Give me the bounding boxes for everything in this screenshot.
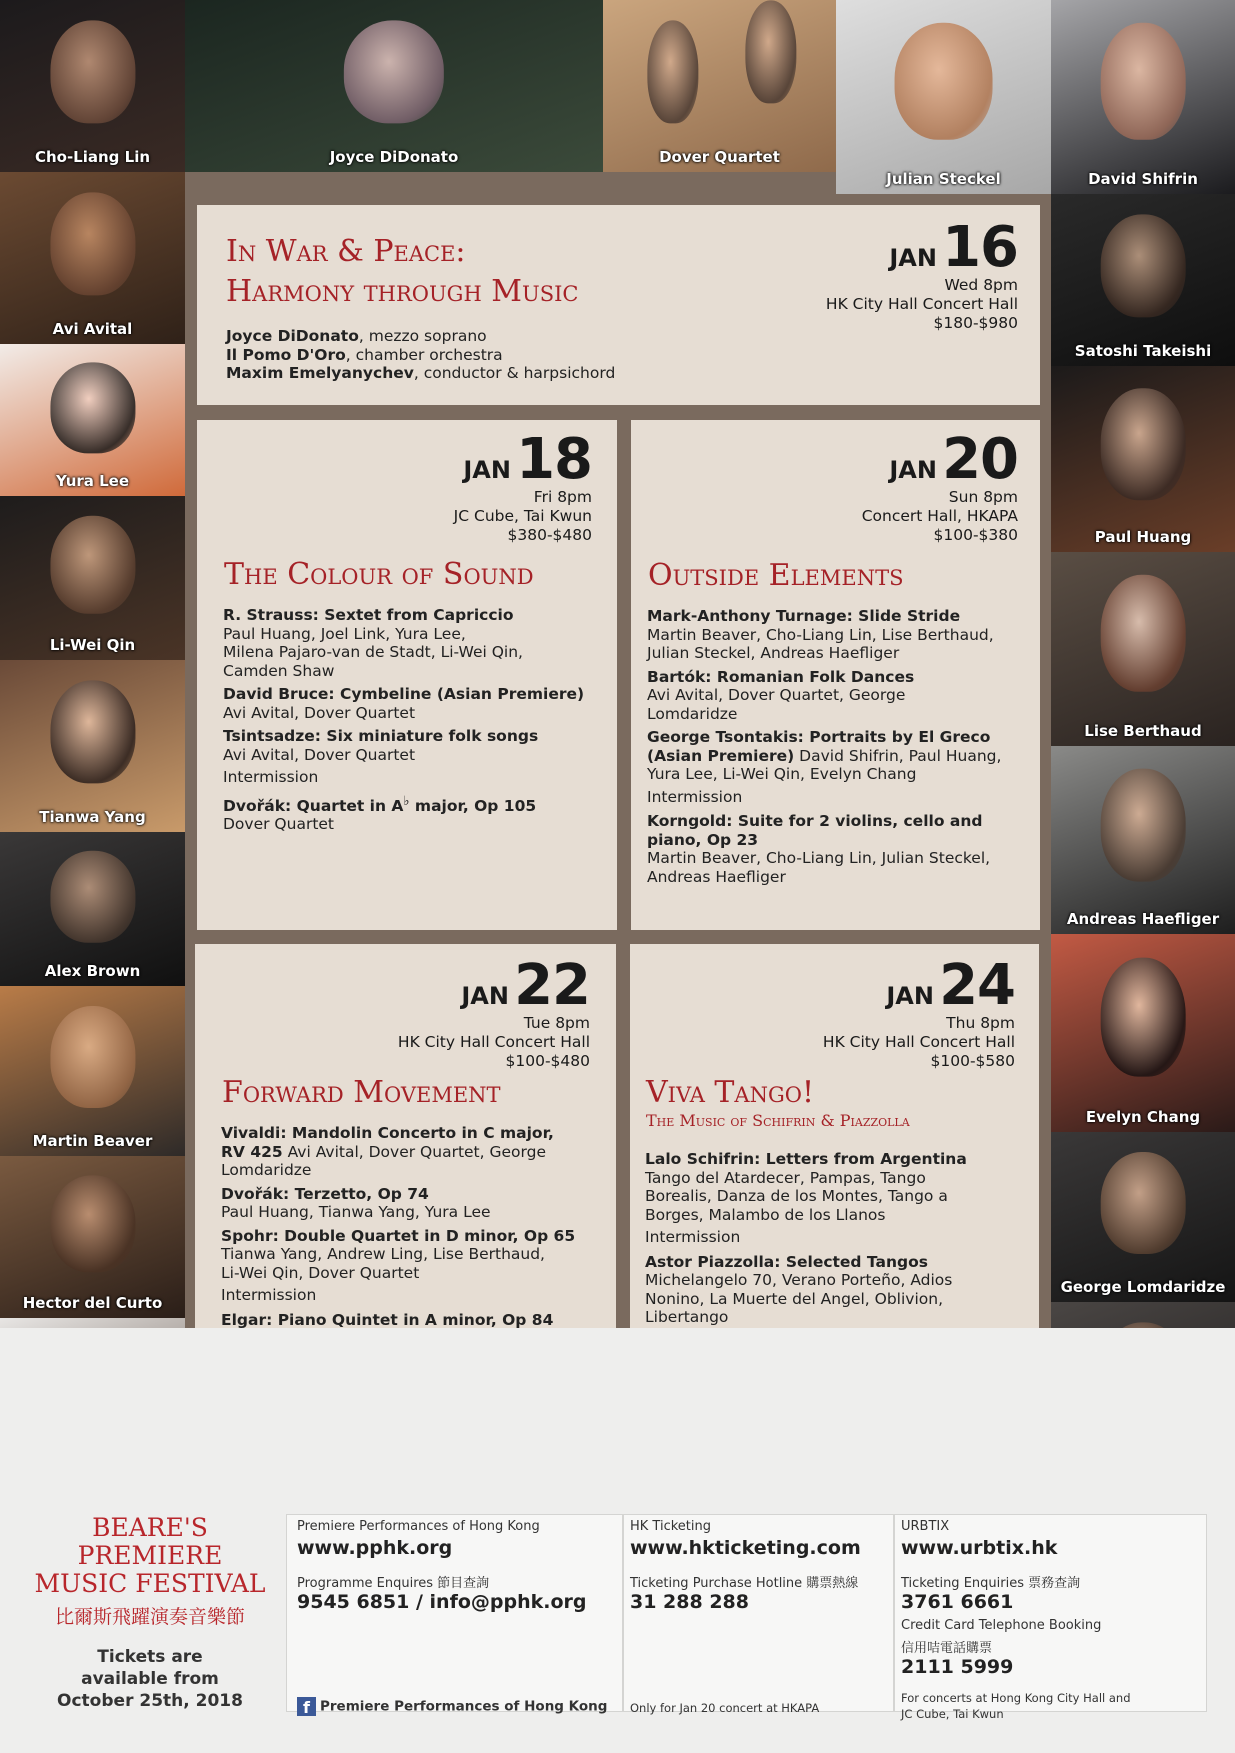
date [398, 953, 590, 1018]
work-title: Lalo Schifrin: Letters from Argentina [645, 1150, 967, 1168]
work-title [223, 793, 608, 816]
artist-name: Julian Steckel [886, 170, 1001, 188]
concert-title [226, 232, 578, 312]
concert-time: Thu 8pm [946, 1014, 1015, 1032]
intermission-label: Intermission [645, 1228, 741, 1246]
performer-name: Maxim Emelyanychev [226, 364, 414, 382]
month: JAN [463, 456, 511, 484]
portrait [50, 1006, 135, 1108]
date-block [453, 427, 592, 545]
urbtix-note [901, 1690, 1131, 1722]
work-performers: Dover Quartet [223, 815, 335, 834]
date [454, 427, 592, 492]
date-block [397, 953, 590, 1071]
work-title: R. Strauss: Sextet from Capriccio [223, 606, 514, 624]
concert-title: Viva Tango! [646, 1075, 814, 1110]
portrait [50, 516, 135, 614]
artist-name: Cho-Liang Lin [34, 148, 151, 166]
portrait [1101, 575, 1186, 691]
work-performers: Andreas Haefliger [647, 867, 786, 886]
work-title: piano, Op 23 [647, 830, 759, 849]
concert-time: Tue 8pm [523, 1014, 590, 1032]
artist-photo-dover-quartet [603, 0, 836, 172]
programme [223, 606, 608, 834]
work-performers: Milena Pajaro-van de Stadt, Li-Wei Qin, [223, 643, 523, 661]
intermission-label: Intermission [647, 787, 743, 806]
hkticketing-note: Only for Jan 20 concert at HKAPA [630, 1701, 820, 1715]
work-performers: Li-Wei Qin, Dover Quartet [221, 1263, 420, 1282]
concert-subtitle: The Music of Schifrin & Piazzolla [646, 1111, 910, 1130]
urbtix-note-line: For concerts at Hong Kong City Hall and [901, 1691, 1131, 1705]
artist-photo-tianwa-yang [0, 660, 185, 832]
performer-name: Joyce DiDonato [226, 327, 359, 345]
concert-time: Sun 8pm [948, 488, 1018, 506]
facebook-label: Premiere Performances of Hong Kong [320, 1698, 608, 1715]
concert-price: $100-$580 [930, 1052, 1015, 1070]
work-performers: Michelangelo 70, Verano Porteño, Adios [645, 1271, 953, 1289]
artist-name: Lise Berthaud [1084, 722, 1202, 740]
day: 18 [516, 427, 592, 492]
work-performers: Paul Huang, Tianwa Yang, Yura Lee [221, 1203, 491, 1221]
tickets-line: Tickets are [97, 1647, 203, 1667]
concert-venue: HK City Hall Concert Hall [822, 1033, 1015, 1051]
concert-venue: HK City Hall Concert Hall [397, 1033, 590, 1051]
date-block [825, 215, 1018, 333]
concert-venue: Concert Hall, HKAPA [861, 507, 1018, 525]
artist-photo-hector-del-curto [0, 1156, 185, 1318]
work-performers: Paul Huang, Joel Link, Yura Lee, [223, 624, 466, 643]
day: 20 [942, 427, 1018, 492]
work-line [221, 1143, 611, 1162]
artist-name: Martin Beaver [32, 1132, 153, 1150]
urbtix-label: URBTIX [901, 1519, 950, 1534]
programme [647, 607, 1032, 886]
day: 16 [942, 215, 1018, 280]
work-performers: Avi Avital, Dover Quartet [223, 745, 416, 764]
work-line [647, 747, 1032, 766]
artist-photo-julian-steckel [836, 0, 1051, 194]
work-title-part: RV 425 [221, 1142, 283, 1161]
portrait [1101, 388, 1186, 500]
hkticketing-website-link[interactable]: www.hkticketing.com [630, 1537, 861, 1559]
concert-price: $100-$380 [933, 526, 1018, 544]
work-performers: Camden Shaw [223, 661, 335, 680]
work-performers: Lomdaridze [221, 1161, 312, 1179]
facebook-icon: f [297, 1697, 316, 1716]
artist-photo-evelyn-chang [1051, 934, 1235, 1132]
concert-price: $180-$980 [933, 314, 1018, 332]
portrait [1101, 769, 1186, 882]
artist-name: Avi Avital [52, 320, 133, 338]
portrait [50, 1175, 135, 1272]
month: JAN [461, 982, 509, 1010]
day: 22 [514, 953, 590, 1018]
month: JAN [889, 244, 937, 272]
portrait [1101, 215, 1186, 318]
logo-chinese: 比爾斯飛躍演奏音樂節 [54, 1606, 245, 1628]
pphk-website-link[interactable]: www.pphk.org [297, 1537, 453, 1559]
programme-enquiries-label: Programme Enquires 節目查詢 [297, 1576, 490, 1591]
artist-photo-satoshi-takeishi [1051, 194, 1235, 366]
artist-name: Li-Wei Qin [49, 636, 136, 654]
logo-line: BEARE'S [92, 1513, 208, 1542]
work-title: George Tsontakis: Portraits by El Greco [647, 728, 991, 746]
concert-venue: JC Cube, Tai Kwun [453, 507, 592, 525]
month: JAN [886, 982, 934, 1010]
concert-price: $380-$480 [507, 526, 592, 544]
work-performers: Borealis, Danza de los Montes, Tango a [645, 1187, 948, 1205]
work-title: Bartók: Romanian Folk Dances [647, 667, 915, 686]
artist-photo-joyce-didonato [185, 0, 603, 172]
work-performers: Julian Steckel, Andreas Haefliger [647, 644, 900, 662]
work-performers: Martin Beaver, Cho-Liang Lin, Julian Steckel, [647, 849, 991, 867]
artist-photo-lise-berthaud [1051, 552, 1235, 746]
performer-line [226, 327, 615, 346]
concert-price: $100-$480 [505, 1052, 590, 1070]
logo-line: MUSIC FESTIVAL [34, 1569, 266, 1598]
day: 24 [939, 953, 1015, 1018]
work-title-part: major, Op 105 [409, 796, 537, 815]
date-block [822, 953, 1015, 1071]
credit-card-booking-label-zh: 信用咭電話購票 [901, 1641, 993, 1656]
artist-name: Alex Brown [44, 962, 141, 980]
month: JAN [889, 456, 937, 484]
performer-line [226, 346, 615, 365]
artist-name: Evelyn Chang [1085, 1108, 1201, 1126]
performer-name: Il Pomo D'Oro [226, 345, 346, 364]
artist-name: George Lomdaridze [1060, 1278, 1226, 1296]
work-title: David Bruce: Cymbeline (Asian Premiere) [223, 685, 585, 703]
work-title-part: (Asian Premiere) [647, 746, 795, 765]
artist-photo-cho-liang-lin [0, 0, 185, 172]
hkticketing-label: HK Ticketing [630, 1519, 711, 1534]
artist-photo-li-wei-qin [0, 496, 185, 660]
intermission-label: Intermission [221, 1286, 317, 1304]
work-performers: Nonino, La Muerte del Angel, Oblivion, [645, 1289, 944, 1308]
concert-time: Fri 8pm [533, 488, 592, 506]
credit-card-booking-number[interactable]: 2111 5999 [901, 1656, 1014, 1678]
date [862, 427, 1018, 492]
portrait [1101, 1152, 1186, 1254]
work-title: Tsintsadze: Six miniature folk songs [223, 727, 539, 745]
hkticketing-hotline[interactable]: 31 288 288 [630, 1591, 749, 1613]
artist-name: Tianwa Yang [39, 808, 146, 826]
artist-name: Satoshi Takeishi [1074, 342, 1212, 360]
intermission-label: Intermission [223, 768, 319, 786]
date-block [861, 427, 1018, 545]
work-performers: Libertango [645, 1308, 729, 1326]
urbtix-note-line: JC Cube, Tai Kwun [901, 1707, 1004, 1721]
artist-name: David Shifrin [1088, 170, 1198, 188]
logo-line: PREMIERE [77, 1541, 223, 1570]
facebook-link[interactable] [297, 1697, 607, 1716]
pphk-label: Premiere Performances of Hong Kong [297, 1519, 540, 1534]
festival-logo [22, 1514, 278, 1629]
portrait [647, 21, 698, 124]
performer-role: , chamber orchestra [345, 345, 503, 364]
concert-venue: HK City Hall Concert Hall [825, 295, 1018, 313]
portrait [344, 21, 444, 124]
tickets-line: October 25th, 2018 [57, 1691, 243, 1711]
artist-photo-avi-avital [0, 172, 185, 344]
concert-title: The Colour of Sound [224, 557, 534, 592]
work-title: Vivaldi: Mandolin Concerto in C major, [221, 1124, 554, 1142]
hkticketing-hotline-label: Ticketing Purchase Hotline 購票熱線 [630, 1576, 859, 1591]
work-performers: Borges, Malambo de los Llanos [645, 1205, 886, 1224]
work-performers: Lomdaridze [647, 704, 738, 723]
title-line: Harmony through Music [226, 274, 579, 309]
work-title: Elgar: Piano Quintet in A minor, Op 84 [221, 1310, 554, 1329]
title-line: In War & Peace: [226, 234, 466, 269]
work-title: Mark-Anthony Turnage: Slide Stride [647, 607, 961, 625]
urbtix-website-link[interactable]: www.urbtix.hk [901, 1537, 1058, 1559]
work-performers: Martin Beaver, Cho-Liang Lin, Lise Berthaud, [647, 625, 994, 644]
portrait [745, 0, 796, 103]
work-performers: Avi Avital, Dover Quartet [223, 703, 416, 722]
portrait [50, 21, 135, 124]
portrait [50, 362, 135, 453]
tickets-availability [22, 1646, 278, 1712]
performer-role: , conductor & harpsichord [413, 364, 616, 382]
work-performers: David Shifrin, Paul Huang, [794, 746, 1002, 765]
programme-enquiries-contact[interactable]: 9545 6851 / info@pphk.org [297, 1591, 587, 1613]
flat-symbol: ♭ [403, 793, 410, 809]
concert-time: Wed 8pm [944, 276, 1018, 294]
urbtix-enquiries-number[interactable]: 3761 6661 [901, 1591, 1014, 1613]
artist-photo-george-lomdaridze [1051, 1132, 1235, 1302]
urbtix-enquiries-label: Ticketing Enquiries 票務查詢 [901, 1576, 1081, 1591]
artist-name: Dover Quartet [659, 148, 780, 166]
programme [645, 1150, 1030, 1327]
artist-name: Paul Huang [1094, 528, 1192, 546]
work-title: Astor Piazzolla: Selected Tangos [645, 1252, 928, 1271]
artist-photo-andreas-haefliger [1051, 746, 1235, 934]
artist-name: Hector del Curto [22, 1294, 163, 1312]
concert-title: Forward Movement [222, 1075, 501, 1110]
work-title-part: Dvořák: Quartet in A [223, 796, 404, 815]
tickets-line: available from [81, 1669, 219, 1689]
portrait [1101, 958, 1186, 1077]
artist-name: Joyce DiDonato [329, 148, 459, 166]
artist-photo-paul-huang [1051, 366, 1235, 552]
concert-title: Outside Elements [648, 558, 904, 593]
artist-photo-david-shifrin [1051, 0, 1235, 194]
portrait [50, 681, 135, 784]
work-performers: Avi Avital, Dover Quartet, George [282, 1142, 546, 1161]
date [826, 215, 1018, 280]
work-title: Korngold: Suite for 2 violins, cello and [647, 812, 983, 830]
portrait [50, 850, 135, 942]
performer-role: , mezzo soprano [358, 327, 487, 345]
performer-list [226, 327, 615, 383]
portrait [894, 23, 993, 139]
work-title: Dvořák: Terzetto, Op 74 [221, 1184, 429, 1203]
artist-name: Yura Lee [55, 472, 130, 490]
work-performers: Tango del Atardecer, Pampas, Tango [645, 1168, 926, 1187]
credit-card-booking-label: Credit Card Telephone Booking [901, 1618, 1102, 1633]
work-performers: Tianwa Yang, Andrew Ling, Lise Berthaud, [221, 1245, 545, 1263]
work-performers: Yura Lee, Li-Wei Qin, Evelyn Chang [647, 765, 917, 783]
artist-photo-martin-beaver [0, 986, 185, 1156]
work-title: Spohr: Double Quartet in D minor, Op 65 [221, 1226, 576, 1245]
artist-name: Andreas Haefliger [1066, 910, 1220, 928]
work-performers: Avi Avital, Dover Quartet, George [647, 686, 906, 704]
date [823, 953, 1015, 1018]
portrait [50, 193, 135, 296]
performer-line [226, 364, 615, 383]
portrait [1101, 23, 1186, 139]
artist-photo-yura-lee [0, 344, 185, 496]
artist-photo-alex-brown [0, 832, 185, 986]
